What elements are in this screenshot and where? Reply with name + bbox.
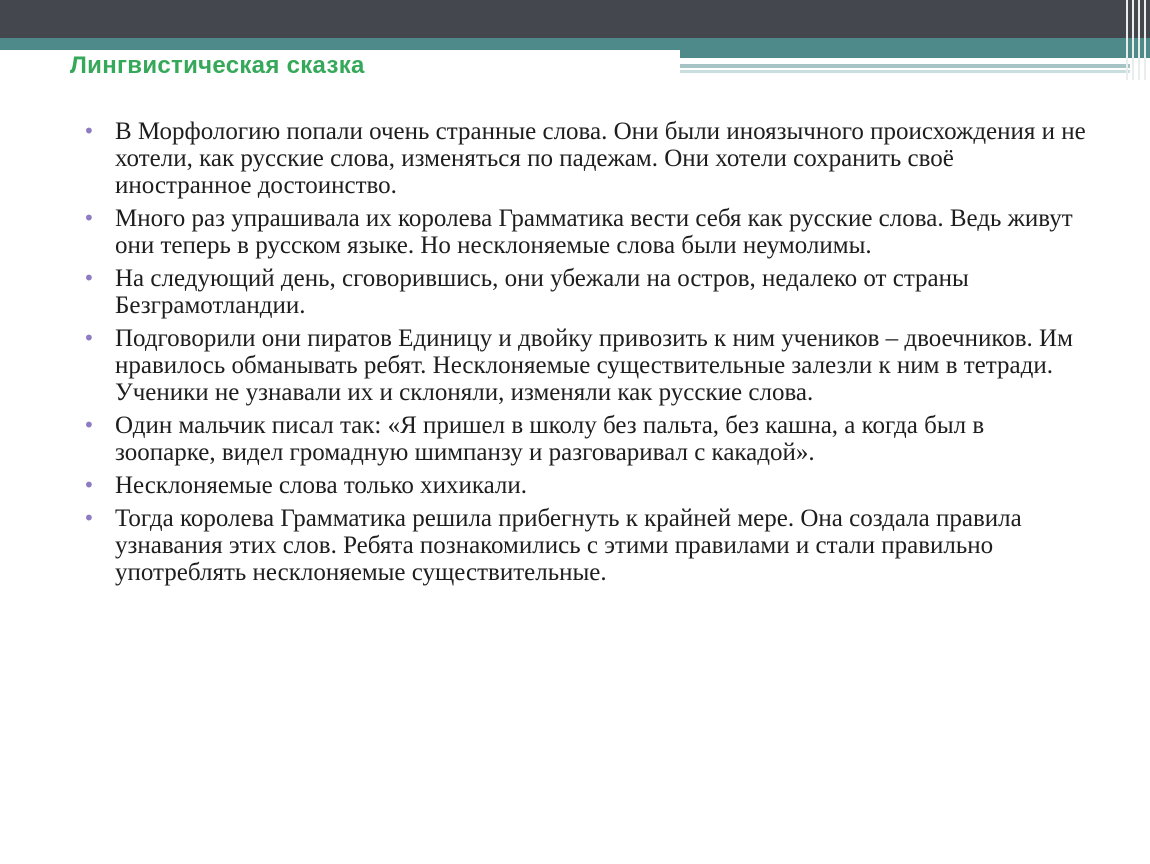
- list-item-text: Много раз упрашивала их королева Грамматика вести себя как русские слова. Ведь живут они теперь в русском языке. Но несклоняемые слова были неумолимы.: [115, 205, 1073, 259]
- list-item-text: Один мальчик писал так: «Я пришел в школу без пальта, без кашна, а когда был в зоопарке, видел громадную шимпанзу и разговаривал с какадой».: [115, 412, 985, 466]
- bullet-icon: •: [83, 326, 95, 350]
- list-item: [80, 505, 1090, 586]
- list-item: [80, 325, 1090, 406]
- bullet-list: [80, 118, 1090, 592]
- decor-line: [1144, 0, 1146, 80]
- bullet-icon: •: [83, 119, 95, 143]
- bullet-icon: •: [83, 473, 95, 497]
- bullet-icon: •: [83, 206, 95, 230]
- bullet-icon: •: [83, 413, 95, 437]
- decor-line: [1138, 0, 1140, 80]
- list-item-text: Несклоняемые слова только хихикали.: [115, 472, 528, 499]
- list-item-text: На следующий день, сговорившись, они убежали на остров, недалеко от страны Безграмотландии.: [115, 265, 969, 319]
- list-item: [80, 205, 1090, 259]
- decor-stripe: [680, 62, 1070, 64]
- list-item-text: Тогда королева Грамматика решила прибегнуть к крайней мере. Она создала правила узнавания этих слов. Ребята познакомились с этими правилами и стали правильно употреблять несклоняемые существительные.: [115, 505, 1022, 586]
- decor-stripe: [680, 70, 1130, 73]
- list-item-text: Подговорили они пиратов Единицу и двойку привозить к ним учеников – двоечников. Им нравилось обманывать ребят. Несклоняемые существительные залезли к ним в тетради. Ученики не узнавали их и склоняли, изменяли как русские слова.: [115, 325, 1073, 406]
- list-item-text: В Морфологию попали очень странные слова. Они были иноязычного происхождения и не хотели, как русские слова, изменяться по падежам. Они хотели сохранить своё иностранное достоинство.: [115, 118, 1086, 199]
- decor-stripe: [680, 64, 1130, 68]
- bullet-icon: •: [83, 266, 95, 290]
- header-dark-bar: [0, 0, 1150, 38]
- slide-title: Лингвистическая сказка: [70, 52, 365, 79]
- list-item: [80, 265, 1090, 319]
- decor-line: [1132, 0, 1134, 80]
- bullet-icon: •: [83, 506, 95, 530]
- list-item: [80, 472, 1090, 499]
- decor-line: [1126, 0, 1128, 80]
- list-item: [80, 412, 1090, 466]
- list-item: [80, 118, 1090, 199]
- decor-vertical-lines: [1118, 0, 1150, 80]
